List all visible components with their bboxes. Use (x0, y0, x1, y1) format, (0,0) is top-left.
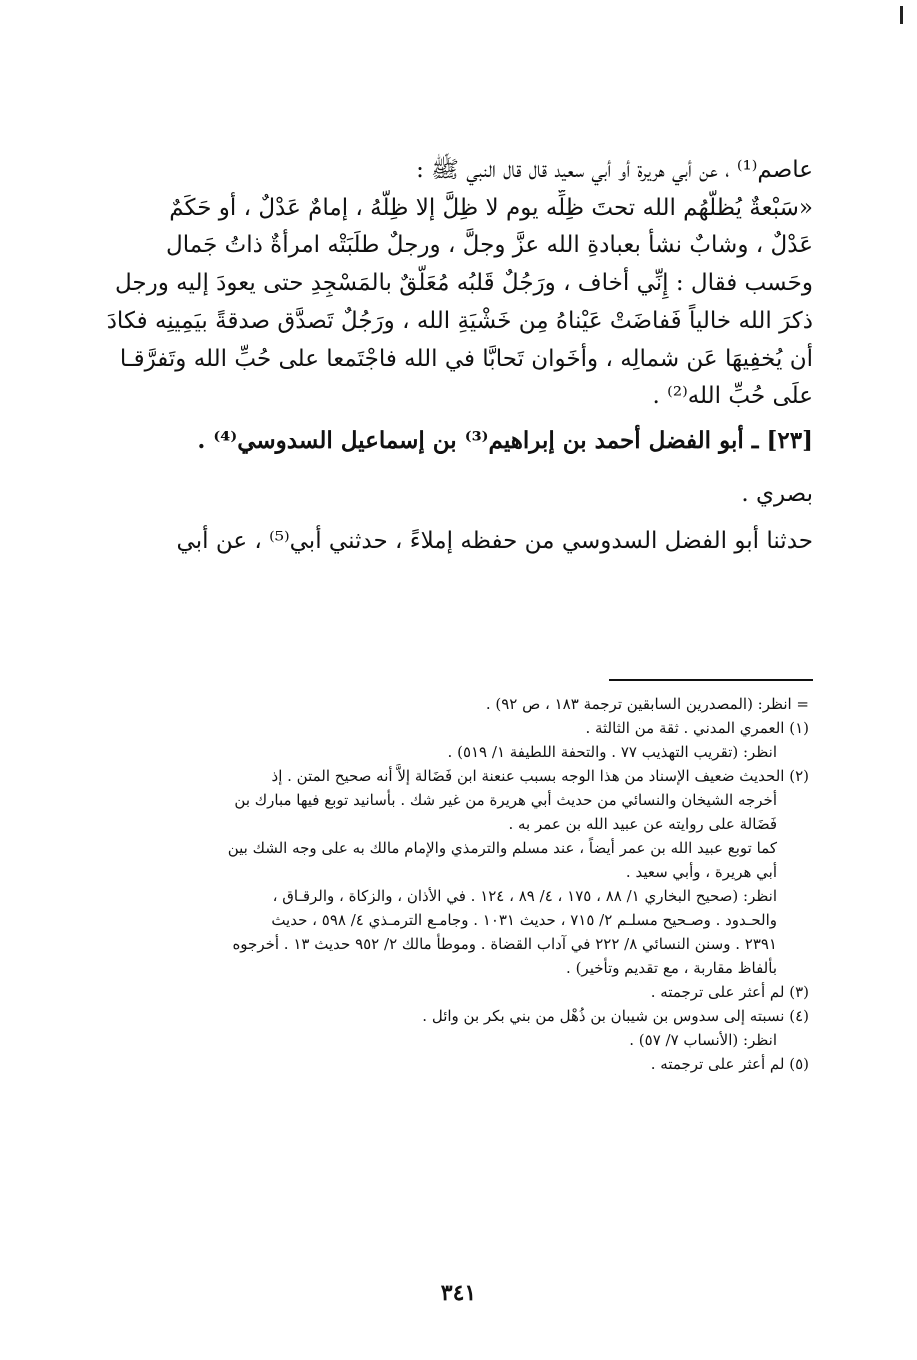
main-line-5: ذكرَ الله خالياً فَفاضَتْ عَيْناهُ مِن خَشْيَةِ الله ، ورَجُلٌ تَصدَّق صدقةً بيَمِينِه فكادَ (106, 307, 813, 334)
main-line-1: عاصم⁽¹⁾ ، عن أبي هريرة أو أبي سعيد قال قال النبي ﷺ : (416, 157, 813, 183)
footnote-line-14: (٤) نسبته إلى سدوس بن شيبان بن ذُهْل من بني بكر بن وائل . (422, 1007, 809, 1025)
footnote-separator (609, 679, 813, 681)
narrator-heading: [٢٣] ـ أبو الفضل أحمد بن إبراهيم⁽³⁾ بن إسماعيل السدوسي⁽⁴⁾ . (197, 427, 813, 455)
footnote-line-16: (٥) لم أعثر على ترجمته . (650, 1055, 809, 1073)
footnote-line-10: والحـدود . وصـحيح مسلـم ٢/ ٧١٥ ، حديث ١٠٣١ . وجامـع الترمـذي ٤/ ٥٩٨ ، حديث (271, 911, 777, 929)
main-line-7: علَى حُبِّ الله⁽²⁾ . (652, 383, 813, 410)
footnote-line-8: أبي هريرة ، وأبي سعيد . (625, 863, 777, 881)
footnote-line-1: = انظر: (المصدرين السابقين ترجمة ١٨٣ ، ص ٩٢) . (485, 695, 809, 713)
main-line-4: وحَسب فقال : إِنِّي أخاف ، ورَجُلٌ قَلبُه مُعَلَّقٌ بالمَسْجِدِ حتى يعودَ إليه ورجل (115, 270, 813, 297)
page-number: ٣٤١ (440, 1280, 477, 1306)
footnote-line-6: فَضَالة على روايته عن عبيد الله بن عمر به . (508, 815, 777, 833)
footnote-line-2: (١) العمري المدني . ثقة من الثالثة . (585, 719, 809, 737)
main-line-2: «سَبْعةٌ يُظلُّهُم الله تحتَ ظِلِّه يوم لا ظِلَّ إلا ظِلُّهُ ، إمامٌ عَدْلٌ ، أو حَكَمٌ (169, 194, 813, 221)
main-line-3: عَدْلٌ ، وشابٌ نشأ بعبادةِ الله عزَّ وجلَّ ، ورجلٌ طلَبَتْه امرأةٌ ذاتُ جَمال (166, 232, 813, 259)
main-line-6: أن يُخفِيهَا عَن شمالِه ، وأخَوان تَحابَّا في الله فاجْتَمعا على حُبِّ الله وتَفرَّقـا (119, 345, 813, 372)
footnotes (90, 692, 809, 1076)
footnote-line-13: (٣) لم أعثر على ترجمته . (650, 983, 809, 1001)
footnote-line-11: ٢٣٩١ . وسنن النسائي ٨/ ٢٢٢ في آداب القضاة . وموطأ مالك ٢/ ٩٥٢ حديث ١٣ . أخرجوه (232, 935, 777, 953)
footnote-line-15: انظر: (الأنساب ٧/ ٥٧) . (629, 1031, 777, 1049)
footnote-line-5: أخرجه الشيخان والنسائي من حديث أبي هريرة من غير شك . بأسانيد توبع فيها مبارك بن (234, 791, 777, 809)
page-edge-mark (900, 6, 903, 24)
footnote-line-4: (٢) الحديث ضعيف الإسناد من هذا الوجه بسبب عنعنة ابن فَضَالة إلاَّ أنه صحيح المتن . إذ (271, 767, 809, 785)
main-text (86, 152, 813, 561)
narrator-origin: بصري . (741, 480, 813, 507)
footnote-line-12: بألفاظ مقاربة ، مع تقديم وتأخير) . (566, 959, 777, 977)
isnad-line: حدثنا أبو الفضل السدوسي من حفظه إملاءً ، حدثني أبي⁽⁵⁾ ، عن أبي (176, 528, 813, 555)
footnote-line-3: انظر: (تقريب التهذيب ٧٧ . والتحفة اللطيفة ١/ ٥١٩) . (447, 743, 777, 761)
footnote-line-9: انظر: (صحيح البخاري ١/ ٨٨ ، ١٧٥ ، ٤/ ٨٩ ، ١٢٤ . في الأذان ، والزكاة ، والرقـاق ، (272, 887, 777, 905)
footnote-line-7: كما توبع عبيد الله بن عمر أيضاً ، عند مسلم والترمذي والإمام مالك به على وجه الشك بين (227, 839, 777, 857)
